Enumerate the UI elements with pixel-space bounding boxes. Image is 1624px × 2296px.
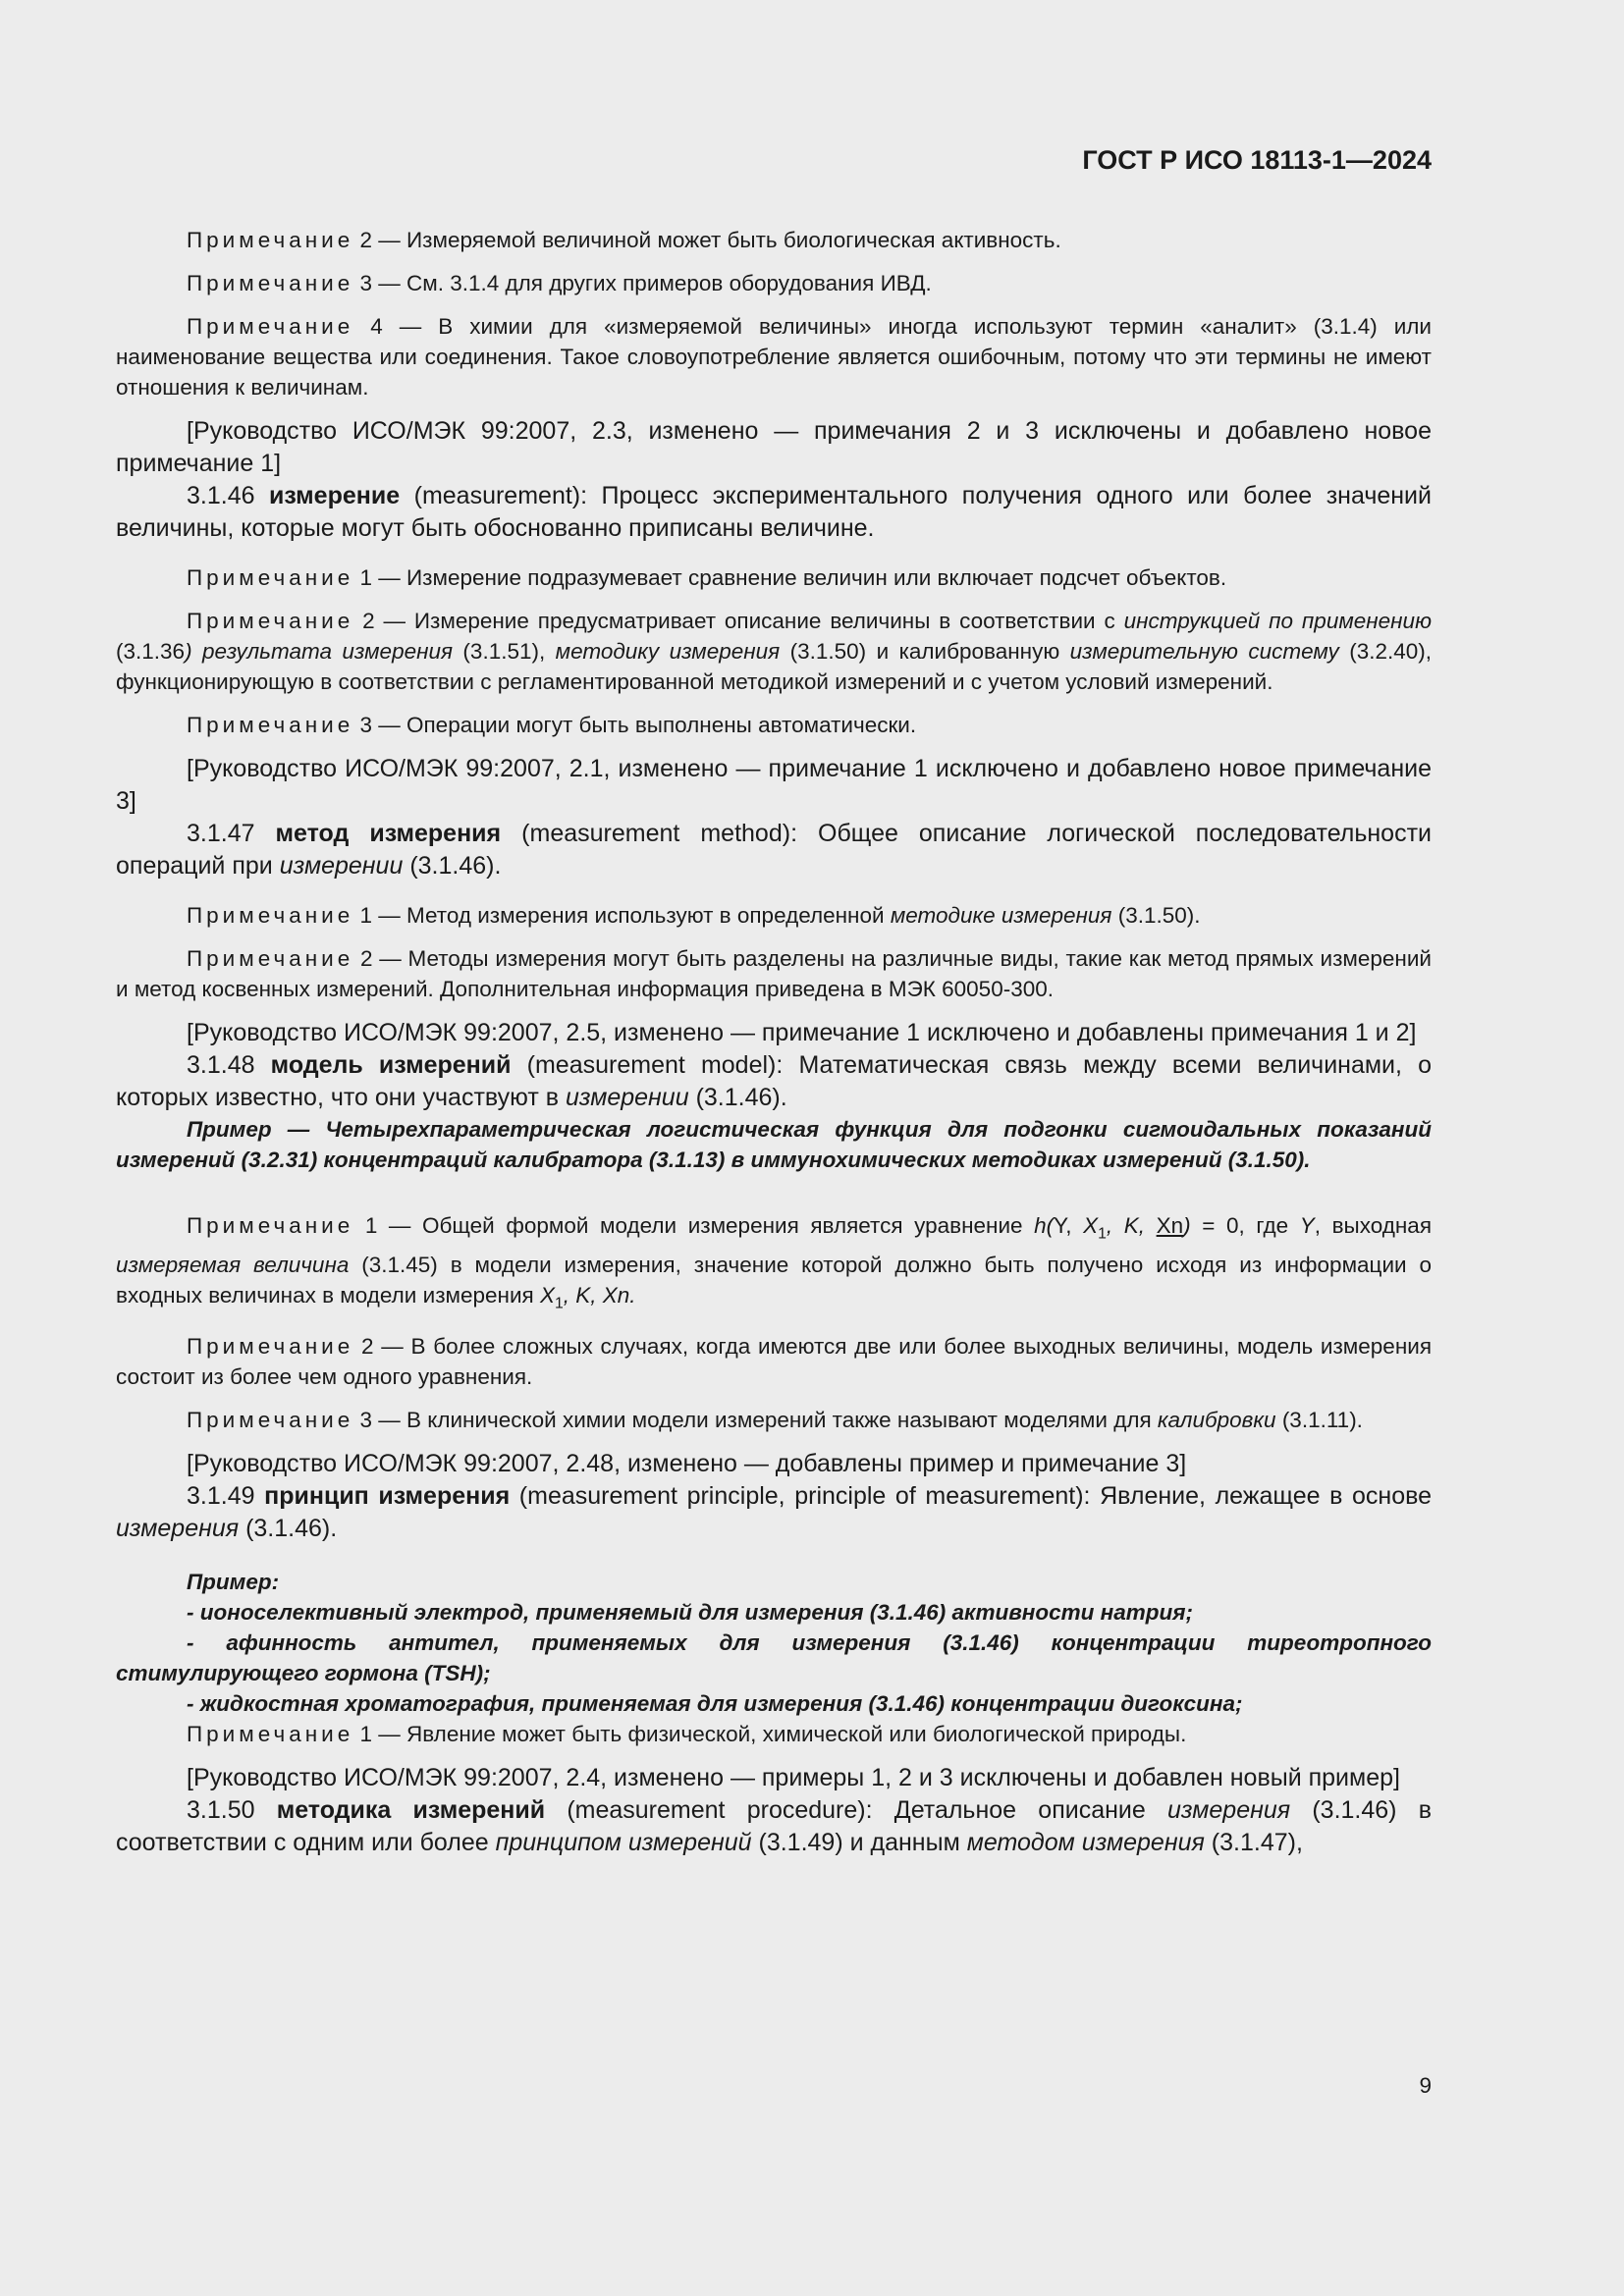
text-run: инструкцией по применению [1123, 609, 1432, 633]
text-run: (3.1.46) в соответствии с одним или более [116, 1796, 1432, 1856]
text-run: метод измерения [275, 820, 502, 847]
note-paragraph [116, 1210, 1432, 1318]
text-run: (measurement procedure): Детальное описание [545, 1796, 1167, 1824]
text-run: Xn [1156, 1213, 1184, 1238]
text-run: 1 — Метод измерения используют в определенной [353, 903, 891, 928]
term-definition [116, 1480, 1432, 1545]
text-run: 3.1.50 [187, 1796, 277, 1824]
note-paragraph [116, 311, 1432, 402]
text-run: , K, [1106, 1213, 1157, 1238]
reference-paragraph [116, 1448, 1432, 1480]
example-paragraph [116, 1114, 1432, 1175]
text-run: методике измерения [890, 903, 1112, 928]
text-run: 1 — Явление может быть физической, химической или биологической природы. [353, 1722, 1187, 1746]
note-paragraph [116, 1331, 1432, 1392]
document-page [116, 145, 1432, 1859]
text-run: измерения [1167, 1796, 1291, 1824]
text-run: методику измерения [555, 639, 781, 664]
text-run: измерительную систему [1069, 639, 1339, 664]
example-list-item [116, 1628, 1432, 1688]
reference-paragraph [116, 1017, 1432, 1049]
text-run: 3 — См. 3.1.4 для других примеров оборудования ИВД. [353, 271, 932, 295]
text-run: 2 — Измеряемой величиной может быть биологическая активность. [353, 228, 1061, 252]
text-run: ) результата измерения [185, 639, 454, 664]
text-run: - ионоселективный электрод, применяемый для измерения (3.1.46) активности натрия; [187, 1600, 1193, 1625]
text-run: (3.1.49) и данным [751, 1829, 967, 1856]
text-run: (3.1.46). [403, 852, 502, 880]
text-run: ) [1183, 1213, 1191, 1238]
note-paragraph [116, 943, 1432, 1004]
term-definition [116, 480, 1432, 545]
text-run: модель измерений [270, 1051, 512, 1079]
note-label: Примечание [187, 1722, 354, 1746]
text-run: (3.2.40), функционирующую в соответствии с регламентированной методикой измерений и с учетом условий измерений. [116, 639, 1433, 694]
text-run: (3.1.47), [1204, 1829, 1303, 1856]
text-run: 3 — В клинической химии модели измерений также называют моделями для [353, 1408, 1158, 1432]
text-run: методика измерений [276, 1796, 546, 1824]
note-label: Примечание [187, 609, 354, 633]
text-run: Пример — Четырехпараметрическая логистическая функция для подгонки сигмоидальных показаний измерений (3.2.31) концентраций калибратора (3.1.13) в иммунохимических методиках измерений (3.1.50). [116, 1117, 1432, 1172]
text-run: [Руководство ИСО/МЭК 99:2007, 2.1, изменено — примечание 1 исключено и добавлено новое примечание 3] [116, 755, 1432, 815]
text-run: Пример: [187, 1570, 280, 1594]
note-label: Примечание [187, 713, 354, 737]
reference-paragraph [116, 415, 1432, 480]
text-run: 3 — Операции могут быть выполнены автоматически. [353, 713, 917, 737]
text-run: - жидкостная хроматография, применяемая для измерения (3.1.46) концентрации дигоксина; [187, 1691, 1243, 1716]
text-run: (3.1.50). [1111, 903, 1201, 928]
note-label: Примечание [187, 1213, 354, 1238]
text-run: Y [1299, 1213, 1315, 1238]
text-run: Y, [1054, 1213, 1084, 1238]
text-run: (3.1.50) и калиброванную [780, 639, 1070, 664]
text-run: 3.1.49 [187, 1482, 265, 1510]
note-paragraph [116, 225, 1432, 255]
text-run: 4 — В химии для «измеряемой величины» иногда используют термин «аналит» (3.1.4) или наименование вещества или соединения. Такое словоупотребление является ошибочным, потому что эти термины не имеют отношения к величинам. [116, 314, 1432, 400]
text-run: [Руководство ИСО/МЭК 99:2007, 2.3, изменено — примечания 2 и 3 исключены и добавлено новое примечание 1] [116, 417, 1432, 477]
standard-header: ГОСТ Р ИСО 18113-1—2024 [1082, 145, 1432, 175]
text-run: 2 — Измерение предусматривает описание величины в соответствии с [353, 609, 1124, 633]
text-run: методом измерения [966, 1829, 1205, 1856]
text-run: 3.1.48 [187, 1051, 271, 1079]
text-run: измеряемая величина [116, 1252, 350, 1277]
term-definition [116, 1794, 1432, 1859]
text-run: X [1083, 1213, 1099, 1238]
term-definition [116, 818, 1432, 882]
note-paragraph [116, 1405, 1432, 1435]
text-run: 1 [554, 1295, 564, 1311]
text-run: (3.1.36 [116, 639, 186, 664]
note-label: Примечание [187, 1334, 354, 1359]
text-run: 3.1.47 [187, 820, 276, 847]
example-list-item [116, 1597, 1432, 1628]
example-list-item [116, 1688, 1432, 1719]
note-paragraph [116, 710, 1432, 740]
text-run: (measurement principle, principle of measurement): Явление, лежащее в основе [510, 1482, 1433, 1510]
text-run: (3.1.46). [688, 1084, 787, 1111]
text-run: , K, Xn. [563, 1282, 636, 1308]
note-paragraph [116, 562, 1432, 593]
text-run: 1 — Общей формой модели измерения является уравнение [353, 1213, 1035, 1238]
text-run: (3.1.45) в модели измерения, значение которой должно быть получено исходя из информации о входных величинах в модели измерения [116, 1252, 1432, 1308]
note-label: Примечание [187, 314, 354, 339]
note-label: Примечание [187, 228, 354, 252]
text-run: калибровки [1157, 1408, 1276, 1432]
text-run: (measurement): Процесс экспериментального получения одного или более значений величины, которые могут быть обоснованно приписаны величине. [116, 482, 1432, 542]
note-label: Примечание [187, 271, 354, 295]
text-run: (measurement model): Математическая связь между всеми величинами, о которых известно, что они участвуют в [116, 1051, 1433, 1111]
text-run: измерения [116, 1515, 240, 1542]
text-run: измерении [279, 852, 404, 880]
text-run: измерении [565, 1084, 689, 1111]
text-run: 2 — Методы измерения могут быть разделены на различные виды, такие как метод прямых измерений и метод косвенных измерений. Дополнительная информация приведена в МЭК 60050-300. [116, 946, 1432, 1001]
text-run: [Руководство ИСО/МЭК 99:2007, 2.4, изменено — примеры 1, 2 и 3 исключены и добавлен новый пример] [187, 1764, 1400, 1791]
text-run: принцип измерения [264, 1482, 511, 1510]
note-paragraph [116, 1719, 1432, 1749]
text-run: - афинность антител, применяемых для измерения (3.1.46) концентрации тиреотропного стимулирующего гормона (TSH); [116, 1630, 1432, 1685]
text-run: (measurement method): Общее описание логической последовательности операций при [116, 820, 1433, 880]
page-number: 9 [1419, 2073, 1432, 2098]
text-run: h( [1034, 1213, 1055, 1238]
text-run: (3.1.11). [1275, 1408, 1363, 1432]
note-label: Примечание [187, 565, 354, 590]
note-label: Примечание [187, 946, 354, 971]
note-paragraph [116, 606, 1432, 697]
example-label [116, 1567, 1432, 1597]
text-run: 2 — В более сложных случаях, когда имеются две или более выходных величины, модель измерения состоит из более чем одного уравнения. [116, 1334, 1432, 1389]
text-run: , выходная [1314, 1213, 1433, 1238]
note-label: Примечание [187, 1408, 354, 1432]
text-run: X [539, 1282, 555, 1308]
note-paragraph [116, 900, 1432, 931]
text-run: = 0, где [1190, 1213, 1300, 1238]
reference-paragraph [116, 1762, 1432, 1794]
text-run: 1 [1098, 1225, 1107, 1243]
note-paragraph [116, 268, 1432, 298]
text-run: [Руководство ИСО/МЭК 99:2007, 2.48, изменено — добавлены пример и примечание 3] [187, 1450, 1187, 1477]
text-run: 1 — Измерение подразумевает сравнение величин или включает подсчет объектов. [353, 565, 1227, 590]
text-run: (3.1.51), [453, 639, 556, 664]
text-run: 3.1.46 [187, 482, 269, 509]
note-label: Примечание [187, 903, 354, 928]
term-definition [116, 1049, 1432, 1114]
text-run: [Руководство ИСО/МЭК 99:2007, 2.5, изменено — примечание 1 исключено и добавлены примечания 1 и 2] [187, 1019, 1417, 1046]
reference-paragraph [116, 753, 1432, 818]
text-run: измерение [269, 482, 401, 509]
text-run: принципом измерений [495, 1829, 752, 1856]
text-run: (3.1.46). [239, 1515, 338, 1542]
document-body [116, 225, 1432, 1859]
